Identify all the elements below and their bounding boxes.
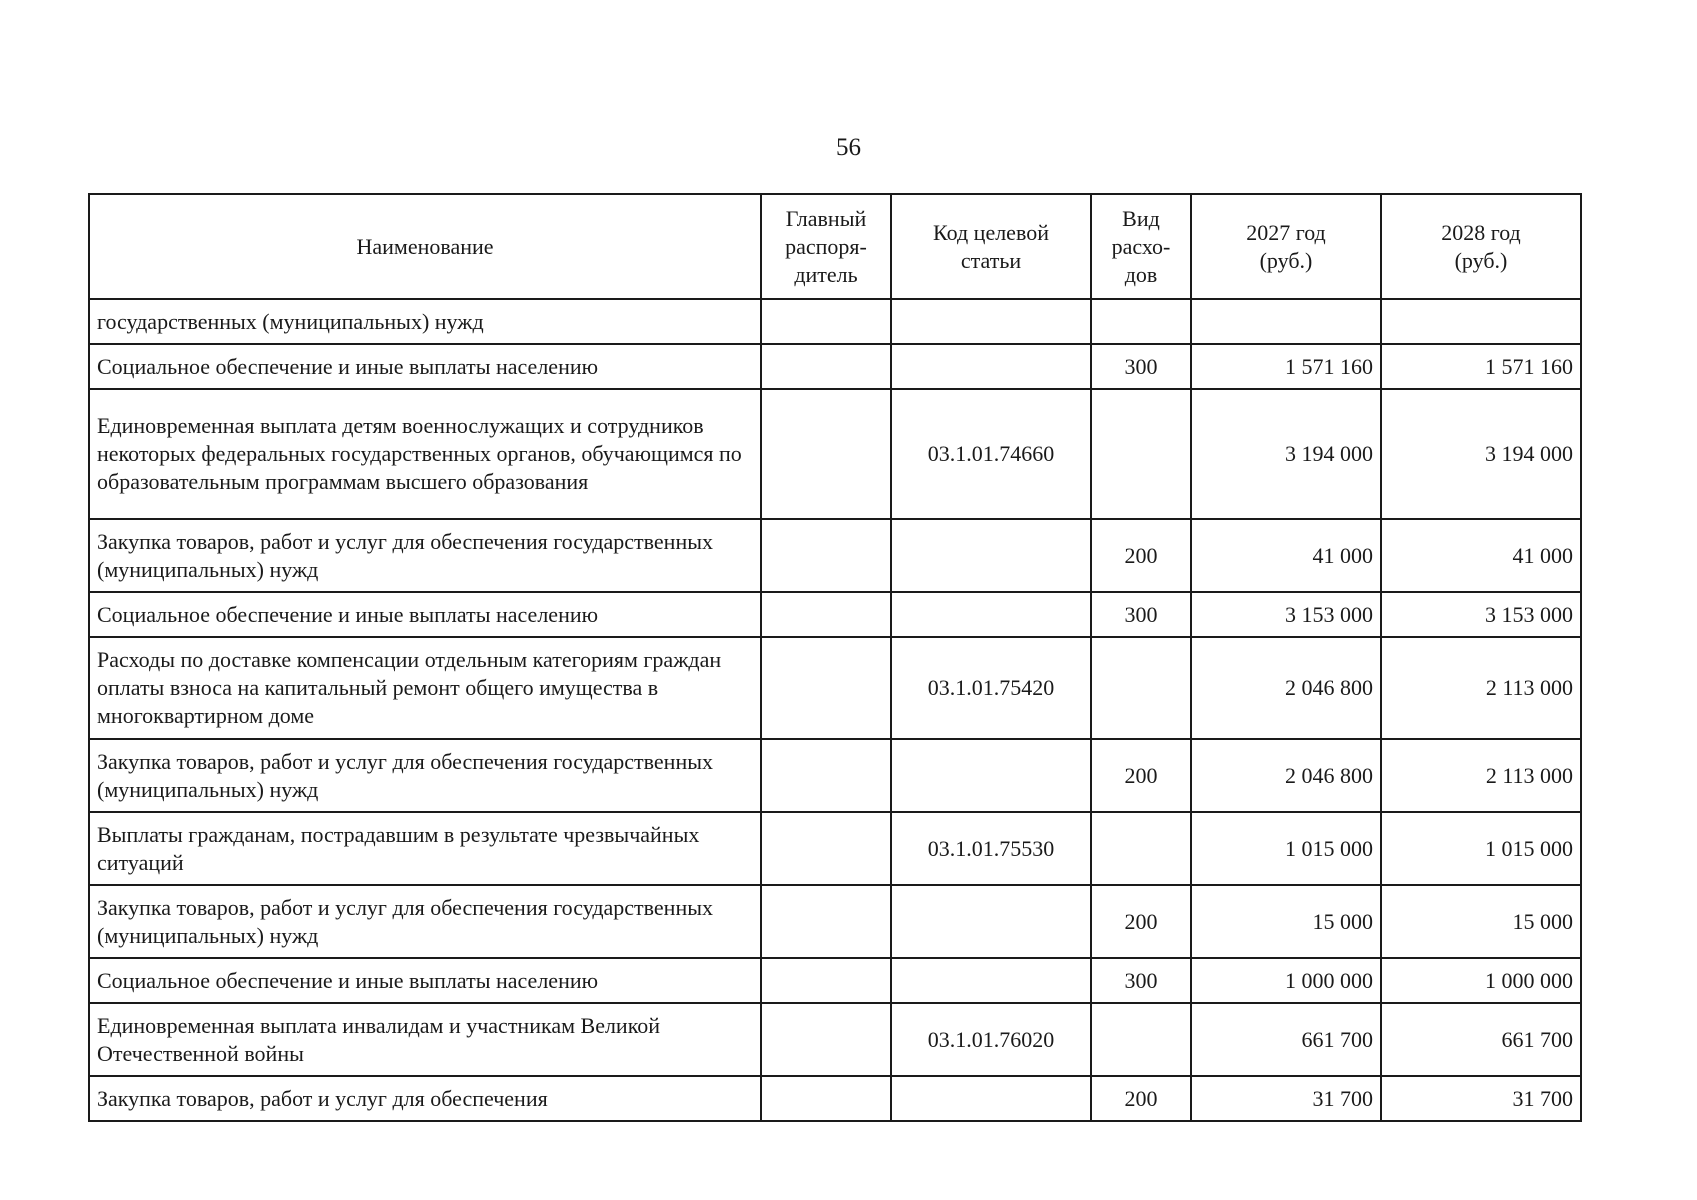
cell-name: Расходы по доставке компенсации отдельным категориям граждан оплаты взноса на капитальный ремонт общего имущества в многоквартирном доме [89, 637, 761, 739]
table-row [89, 885, 1581, 958]
cell-name: Социальное обеспечение и иные выплаты населению [89, 592, 761, 637]
cell-2028: 31 700 [1381, 1076, 1581, 1121]
cell-name: государственных (муниципальных) нужд [89, 299, 761, 344]
table-row [89, 592, 1581, 637]
table-row [89, 637, 1581, 739]
cell-2027: 2 046 800 [1191, 637, 1381, 739]
cell-code [891, 299, 1091, 344]
cell-2028: 1 000 000 [1381, 958, 1581, 1003]
cell-type [1091, 1003, 1191, 1076]
cell-2027: 15 000 [1191, 885, 1381, 958]
cell-type [1091, 389, 1191, 519]
budget-table [88, 193, 1582, 1122]
cell-2027: 661 700 [1191, 1003, 1381, 1076]
cell-2027 [1191, 299, 1381, 344]
cell-name: Закупка товаров, работ и услуг для обеспечения государственных (муниципальных) нужд [89, 739, 761, 812]
cell-2028: 661 700 [1381, 1003, 1581, 1076]
cell-code: 03.1.01.75530 [891, 812, 1091, 885]
cell-2027: 1 015 000 [1191, 812, 1381, 885]
table-row [89, 389, 1581, 519]
cell-name: Закупка товаров, работ и услуг для обеспечения государственных (муниципальных) нужд [89, 885, 761, 958]
table-row [89, 812, 1581, 885]
cell-2027: 2 046 800 [1191, 739, 1381, 812]
cell-manager [761, 885, 891, 958]
cell-2028: 41 000 [1381, 519, 1581, 592]
cell-manager [761, 389, 891, 519]
cell-code [891, 344, 1091, 389]
cell-code [891, 519, 1091, 592]
cell-manager [761, 299, 891, 344]
cell-manager [761, 739, 891, 812]
cell-name: Социальное обеспечение и иные выплаты населению [89, 344, 761, 389]
cell-type [1091, 637, 1191, 739]
header-code: Код целевой статьи [891, 194, 1091, 299]
cell-2027: 31 700 [1191, 1076, 1381, 1121]
cell-type: 300 [1091, 344, 1191, 389]
table-header-row [89, 194, 1581, 299]
cell-code [891, 739, 1091, 812]
cell-code: 03.1.01.74660 [891, 389, 1091, 519]
header-2027: 2027 год (руб.) [1191, 194, 1381, 299]
cell-code: 03.1.01.76020 [891, 1003, 1091, 1076]
header-name: Наименование [89, 194, 761, 299]
table-row [89, 1003, 1581, 1076]
table-row [89, 519, 1581, 592]
cell-code: 03.1.01.75420 [891, 637, 1091, 739]
cell-name: Закупка товаров, работ и услуг для обеспечения государственных (муниципальных) нужд [89, 519, 761, 592]
cell-2028: 2 113 000 [1381, 637, 1581, 739]
cell-type: 300 [1091, 592, 1191, 637]
header-type: Вид расхо- дов [1091, 194, 1191, 299]
table-row [89, 739, 1581, 812]
cell-name: Закупка товаров, работ и услуг для обеспечения [89, 1076, 761, 1121]
cell-type: 300 [1091, 958, 1191, 1003]
cell-2028: 3 153 000 [1381, 592, 1581, 637]
table-row [89, 958, 1581, 1003]
cell-manager [761, 344, 891, 389]
header-manager: Главный распоря- дитель [761, 194, 891, 299]
cell-name: Единовременная выплата детям военнослужащих и сотрудников некоторых федеральных государственных органов, обучающимся по образовательным программам высшего образования [89, 389, 761, 519]
cell-2028: 3 194 000 [1381, 389, 1581, 519]
cell-2028 [1381, 299, 1581, 344]
cell-2028: 2 113 000 [1381, 739, 1581, 812]
cell-2027: 3 194 000 [1191, 389, 1381, 519]
table-row [89, 1076, 1581, 1121]
cell-manager [761, 1076, 891, 1121]
cell-2027: 3 153 000 [1191, 592, 1381, 637]
cell-code [891, 958, 1091, 1003]
cell-manager [761, 1003, 891, 1076]
cell-name: Социальное обеспечение и иные выплаты населению [89, 958, 761, 1003]
cell-2028: 1 571 160 [1381, 344, 1581, 389]
table-row [89, 344, 1581, 389]
header-2028: 2028 год (руб.) [1381, 194, 1581, 299]
cell-type [1091, 812, 1191, 885]
cell-code [891, 885, 1091, 958]
cell-code [891, 592, 1091, 637]
cell-type: 200 [1091, 519, 1191, 592]
cell-2028: 15 000 [1381, 885, 1581, 958]
cell-2027: 1 571 160 [1191, 344, 1381, 389]
cell-type [1091, 299, 1191, 344]
cell-2027: 1 000 000 [1191, 958, 1381, 1003]
cell-name: Выплаты гражданам, пострадавшим в результате чрезвычайных ситуаций [89, 812, 761, 885]
cell-type: 200 [1091, 1076, 1191, 1121]
cell-manager [761, 958, 891, 1003]
cell-manager [761, 812, 891, 885]
page-number: 56 [836, 134, 861, 161]
table-row [89, 299, 1581, 344]
cell-manager [761, 637, 891, 739]
cell-2027: 41 000 [1191, 519, 1381, 592]
cell-name: Единовременная выплата инвалидам и участникам Великой Отечественной войны [89, 1003, 761, 1076]
cell-code [891, 1076, 1091, 1121]
cell-manager [761, 519, 891, 592]
cell-type: 200 [1091, 885, 1191, 958]
cell-manager [761, 592, 891, 637]
cell-type: 200 [1091, 739, 1191, 812]
cell-2028: 1 015 000 [1381, 812, 1581, 885]
